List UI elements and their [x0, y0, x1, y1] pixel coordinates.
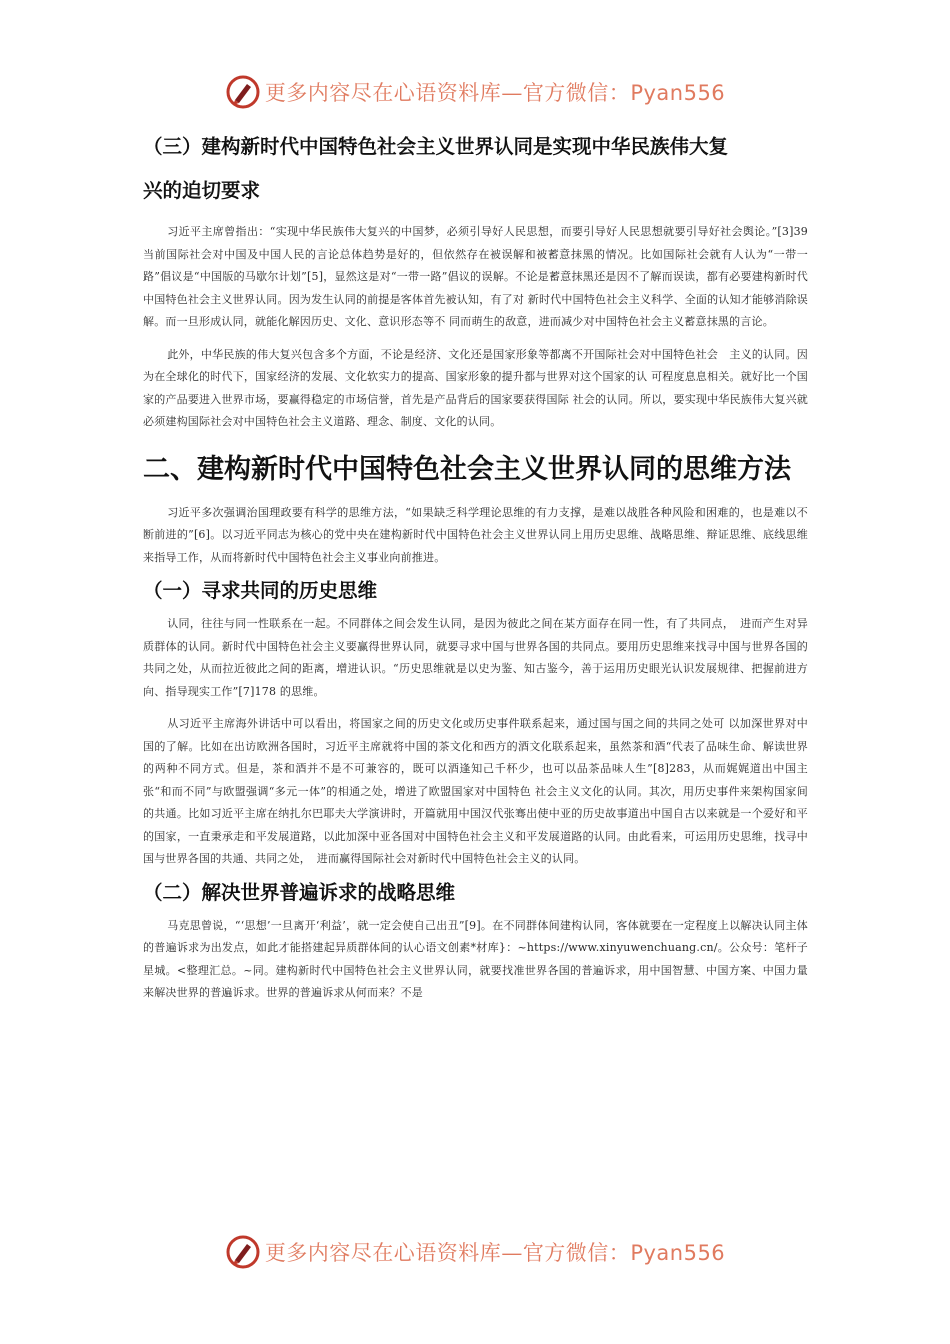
- paragraph: 从习近平主席海外讲话中可以看出，将国家之间的历史文化或历史事件联系起来，通过国与国之间的共同之处可 以加深世界对中国的了解。比如在出访欧洲各国时，习近平主席就将中国的茶文化和西方的酒文化联系起来，虽然茶和酒“代表了品味生命、解读世界的两种不同方式。但是，茶和酒并不是不可兼容的，既可以酒逢知己千杯少，也可以品茶品味人生”[8]283，从而娓娓道出中国主张“和而不同”与欧盟强调“多元一体”的相通之处，增进了欧盟国家对中国特色 社会主义文化的认同。其次，用历史事件来架构国家间的共通。比如习近平主席在纳扎尔巴耶夫大学演讲时，开篇就用中国汉代张骞出使中亚的历史故事道出中国自古以来就是一个爱好和平的国家，一直秉承走和平发展道路，以此加深中亚各国对中国特色社会主义和平发展道路的认同。由此看来，可运用历史思维，找寻中国与世界各国的共通、共同之处， 进而赢得国际社会对新时代中国特色社会主义的认同。: [143, 717, 808, 865]
- watermark-banner-bottom: [0, 1230, 950, 1274]
- paragraph: 习近平多次强调治国理政要有科学的思维方法，“如果缺乏科学理论思维的有力支撑，是难以战胜各种风险和困难的，也是难以不断前进的”[6]。以习近平同志为核心的党中央在建构新时代中国特色社会主义世界认同上用历史思维、战略思维、辩证思维、底线思维来指导工作，从而将新时代中国特色社会主义事业向前推进。: [143, 505, 808, 564]
- pen-logo-icon: [225, 1234, 261, 1270]
- paragraph: 马克思曾说，“‘思想’一旦离开‘利益’，就一定会使自己出丑”[9]。在不同群体间建构认同，客体就要在一定程度上以解决认同主体的普遍诉求为出发点，如此才能搭建起异质群体间的认心语文创素*材库}：~https://www.xinyuwenchuang.cn/。公众号：笔杆子星城。<整理汇总。~同。建构新时代中国特色社会主义世界认同，就要找准世界各国的普遍诉求，用中国智慧、中国方案、中国力量来解决世界的普遍诉求。世界的普遍诉求从何而来？不是: [143, 918, 808, 999]
- section-heading-1: （一）寻求共同的历史思维: [143, 579, 378, 602]
- document-body: [143, 125, 808, 1005]
- chapter-heading-2: 二、建构新时代中国特色社会主义世界认同的思维方法: [143, 453, 791, 485]
- paragraph: 习近平主席曾指出：“实现中华民族伟大复兴的中国梦，必须引导好人民思想，而要引导好人民思想就要引导好社会舆论。”[3]39 当前国际社会对中国及中国人民的言论总体趋势是好的，但依然存在被误解和被蓄意抹黑的情况。比如国际社会就有人认为“一带一路”倡议是“中国版的马歇尔计划”[5]，显然这是对“一带一路”倡议的误解。不论是蓄意抹黑还是因不了解而误读，都有必要建构新时代中国特色社会主义世界认同。因为发生认同的前提是客体首先被认知，有了对 新时代中国特色社会主义科学、全面的认知才能够消除误解。而一旦形成认同，就能化解因历史、文化、意识形态等不 同而萌生的敌意，进而减少对中国特色社会主义蓄意抹黑的言论。: [143, 225, 808, 328]
- section-heading-2: （二）解决世界普遍诉求的战略思维: [143, 880, 456, 904]
- paragraph: 认同，往往与同一性联系在一起。不同群体之间会发生认同，是因为彼此之间在某方面存在同一性，有了共同点， 进而产生对异质群体的认同。新时代中国特色社会主义要赢得世界认同，就要寻求中国与世界各国的共同点。要用历史思维来找寻中国与世界各国的共同之处，从而拉近彼此之间的距离，增进认识。“历史思维就是以史为鉴、知古鉴今，善于运用历史眼光认识发展规律、把握前进方向、指导现实工作”[7]178 的思维。: [143, 617, 808, 698]
- banner-text: 更多内容尽在心语资料库—官方微信：Pyan556: [264, 81, 726, 105]
- paragraph: 此外，中华民族的伟大复兴包含多个方面，不论是经济、文化还是国家形象等都离不开国际社会对中国特色社会 主义的认同。因为在全球化的时代下，国家经济的发展、文化软实力的提高、国家形象的提升都与世界对这个国家的认 可程度息息相关。就好比一个国家的产品要进入世界市场，要赢得稳定的市场信誉，首先是产品背后的国家要获得国际 社会的认同。所以，要实现中华民族伟大复兴就必须建构国际社会对中国特色社会主义道路、理念、制度、文化的认同。: [143, 347, 808, 428]
- banner-text: 更多内容尽在心语资料库—官方微信：Pyan556: [264, 1241, 726, 1265]
- section-heading-3: （三）建构新时代中国特色社会主义世界认同是实现中华民族伟大复 兴的迫切要求: [143, 135, 729, 202]
- pen-logo-icon: [225, 74, 261, 110]
- watermark-banner-top: [0, 70, 950, 114]
